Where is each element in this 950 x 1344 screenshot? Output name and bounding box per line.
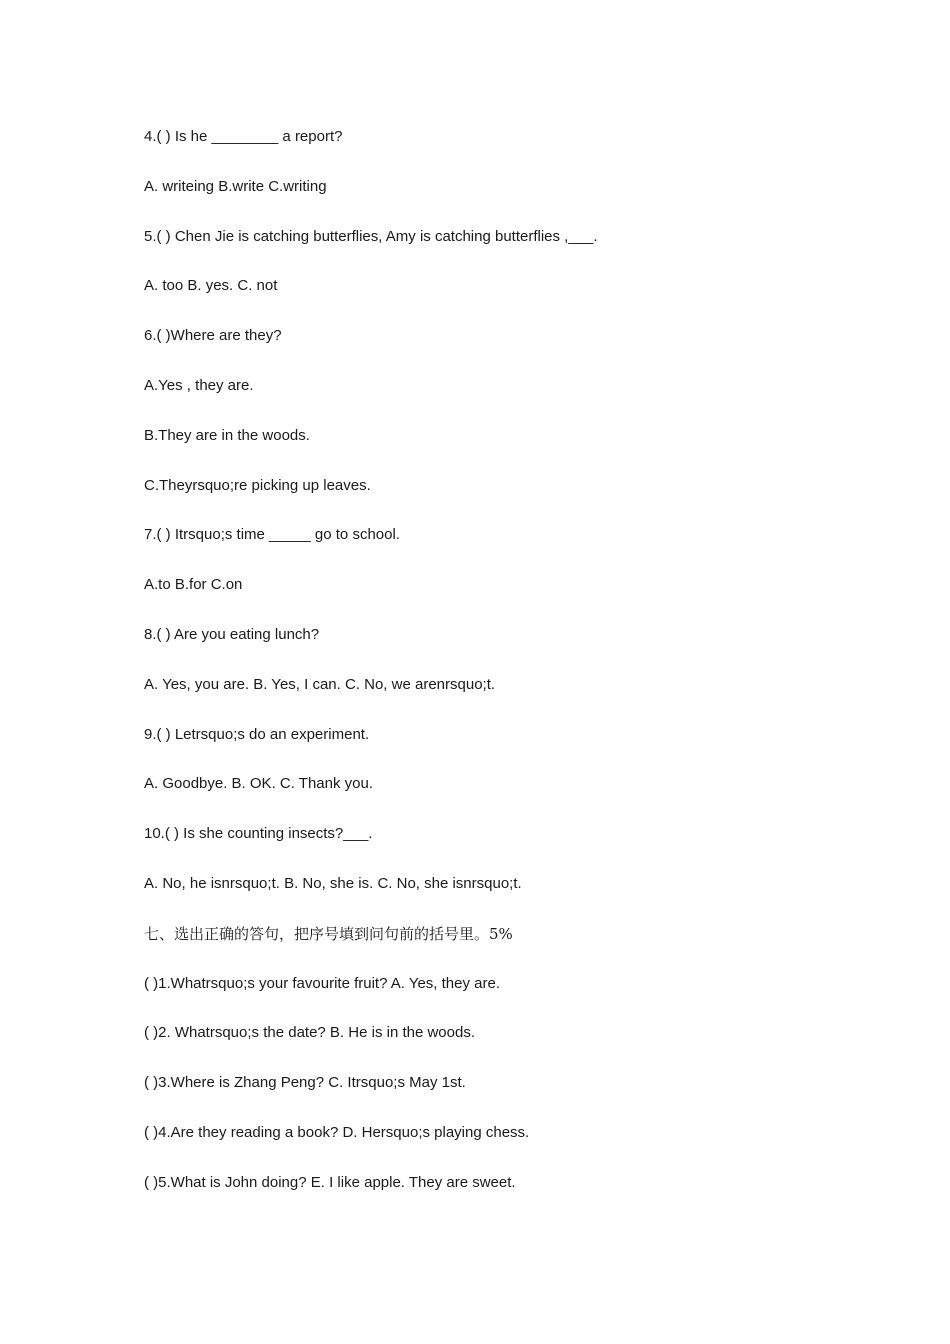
exercise-text: [144, 126, 864, 1222]
question-8: 8.( ) Are you eating lunch?: [144, 625, 320, 643]
option-6a: A.Yes , they are.: [144, 376, 254, 394]
options-8: A. Yes, you are. B. Yes, I can. C. No, we arenrsquo;t.: [144, 675, 496, 693]
option-6b: B.They are in the woods.: [144, 426, 310, 444]
question-10: 10.( ) Is she counting insects?___.: [144, 825, 373, 843]
match-item-5: ( )5.What is John doing? E. I like apple. They are sweet.: [144, 1173, 516, 1191]
question-4: 4.( ) Is he ________ a report?: [144, 128, 343, 145]
match-item-1: ( )1.Whatrsquo;s your favourite fruit? A. Yes, they are.: [144, 974, 501, 992]
options-5: A. too B. yes. C. not: [144, 277, 278, 295]
question-7: 7.( ) Itrsquo;s time _____ go to school.: [144, 526, 400, 544]
question-9: 9.( ) Letrsquo;s do an experiment.: [144, 725, 370, 743]
options-7: A.to B.for C.on: [144, 576, 243, 594]
question-5: 5.( ) Chen Jie is catching butterflies, Amy is catching butterflies ,___.: [144, 227, 598, 245]
options-9: A. Goodbye. B. OK. C. Thank you.: [144, 775, 374, 793]
options-10: A. No, he isnrsquo;t. B. No, she is. C. No, she isnrsquo;t.: [144, 874, 522, 892]
match-item-4: ( )4.Are they reading a book? D. Hersquo;s playing chess.: [144, 1123, 530, 1141]
option-6c: C.Theyrsquo;re picking up leaves.: [144, 476, 371, 494]
match-item-3: ( )3.Where is Zhang Peng? C. Itrsquo;s May 1st.: [144, 1074, 466, 1092]
match-item-2: ( )2. Whatrsquo;s the date? B. He is in the woods.: [144, 1024, 475, 1042]
section-heading: 七、选出正确的答句，把序号填到问句前的括号里。5%: [144, 924, 513, 943]
options-4: A. writeing B.write C.writing: [144, 177, 327, 195]
question-6: 6.( )Where are they?: [144, 327, 282, 345]
